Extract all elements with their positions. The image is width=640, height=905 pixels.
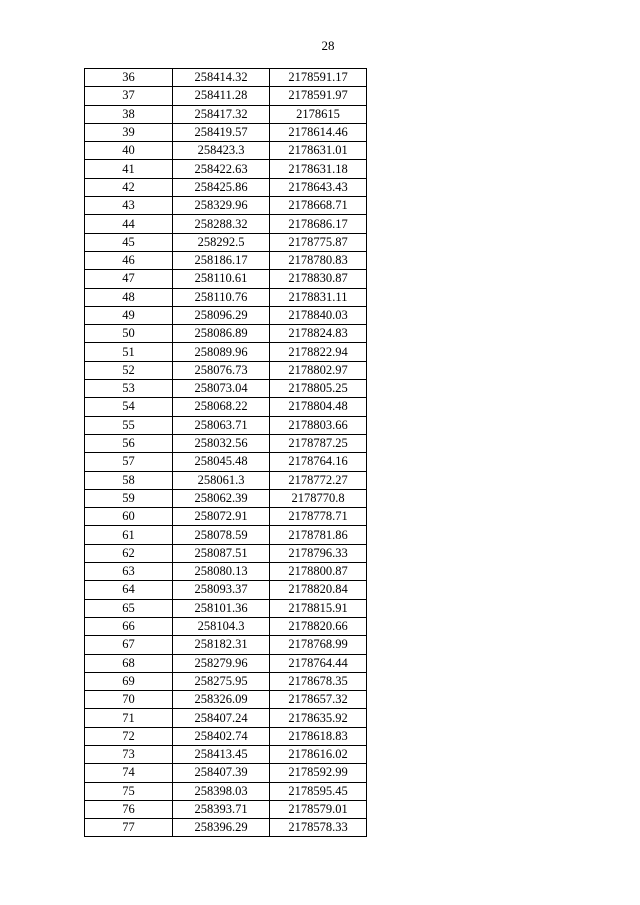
y-coordinate-cell: 2178781.86 [270, 526, 367, 544]
y-coordinate-cell: 2178635.92 [270, 709, 367, 727]
table-row [85, 270, 367, 288]
table-row [85, 416, 367, 434]
point-number-cell: 39 [85, 123, 173, 141]
y-coordinate-cell: 2178618.83 [270, 727, 367, 745]
x-coordinate-cell: 258329.96 [173, 197, 270, 215]
table-row [85, 782, 367, 800]
x-coordinate-cell: 258417.32 [173, 105, 270, 123]
y-coordinate-cell: 2178764.16 [270, 453, 367, 471]
y-coordinate-cell: 2178772.27 [270, 471, 367, 489]
point-number-cell: 49 [85, 306, 173, 324]
x-coordinate-cell: 258087.51 [173, 544, 270, 562]
point-number-cell: 65 [85, 599, 173, 617]
coordinates-table-body [85, 69, 367, 837]
table-row [85, 544, 367, 562]
y-coordinate-cell: 2178804.48 [270, 398, 367, 416]
point-number-cell: 64 [85, 581, 173, 599]
x-coordinate-cell: 258396.29 [173, 819, 270, 837]
table-row [85, 398, 367, 416]
x-coordinate-cell: 258063.71 [173, 416, 270, 434]
table-row [85, 434, 367, 452]
coordinates-table [84, 68, 367, 837]
y-coordinate-cell: 2178822.94 [270, 343, 367, 361]
point-number-cell: 36 [85, 69, 173, 87]
x-coordinate-cell: 258032.56 [173, 434, 270, 452]
x-coordinate-cell: 258068.22 [173, 398, 270, 416]
x-coordinate-cell: 258078.59 [173, 526, 270, 544]
x-coordinate-cell: 258089.96 [173, 343, 270, 361]
table-row [85, 453, 367, 471]
table-row [85, 251, 367, 269]
x-coordinate-cell: 258422.63 [173, 160, 270, 178]
point-number-cell: 70 [85, 691, 173, 709]
x-coordinate-cell: 258411.28 [173, 87, 270, 105]
point-number-cell: 69 [85, 672, 173, 690]
y-coordinate-cell: 2178764.44 [270, 654, 367, 672]
table-row [85, 581, 367, 599]
y-coordinate-cell: 2178591.97 [270, 87, 367, 105]
y-coordinate-cell: 2178831.11 [270, 288, 367, 306]
point-number-cell: 50 [85, 325, 173, 343]
y-coordinate-cell: 2178657.32 [270, 691, 367, 709]
point-number-cell: 61 [85, 526, 173, 544]
point-number-cell: 60 [85, 508, 173, 526]
table-row [85, 489, 367, 507]
y-coordinate-cell: 2178800.87 [270, 563, 367, 581]
y-coordinate-cell: 2178805.25 [270, 380, 367, 398]
y-coordinate-cell: 2178678.35 [270, 672, 367, 690]
table-row [85, 508, 367, 526]
point-number-cell: 59 [85, 489, 173, 507]
y-coordinate-cell: 2178824.83 [270, 325, 367, 343]
x-coordinate-cell: 258279.96 [173, 654, 270, 672]
y-coordinate-cell: 2178643.43 [270, 178, 367, 196]
point-number-cell: 44 [85, 215, 173, 233]
table-row [85, 178, 367, 196]
y-coordinate-cell: 2178780.83 [270, 251, 367, 269]
point-number-cell: 76 [85, 800, 173, 818]
point-number-cell: 56 [85, 434, 173, 452]
table-row [85, 288, 367, 306]
table-row [85, 215, 367, 233]
point-number-cell: 77 [85, 819, 173, 837]
x-coordinate-cell: 258073.04 [173, 380, 270, 398]
x-coordinate-cell: 258423.3 [173, 142, 270, 160]
table-row [85, 526, 367, 544]
x-coordinate-cell: 258096.29 [173, 306, 270, 324]
y-coordinate-cell: 2178796.33 [270, 544, 367, 562]
point-number-cell: 54 [85, 398, 173, 416]
y-coordinate-cell: 2178787.25 [270, 434, 367, 452]
x-coordinate-cell: 258101.36 [173, 599, 270, 617]
point-number-cell: 53 [85, 380, 173, 398]
point-number-cell: 47 [85, 270, 173, 288]
y-coordinate-cell: 2178803.66 [270, 416, 367, 434]
point-number-cell: 67 [85, 636, 173, 654]
x-coordinate-cell: 258425.86 [173, 178, 270, 196]
x-coordinate-cell: 258110.76 [173, 288, 270, 306]
x-coordinate-cell: 258062.39 [173, 489, 270, 507]
y-coordinate-cell: 2178830.87 [270, 270, 367, 288]
table-row [85, 563, 367, 581]
y-coordinate-cell: 2178616.02 [270, 745, 367, 763]
y-coordinate-cell: 2178768.99 [270, 636, 367, 654]
x-coordinate-cell: 258182.31 [173, 636, 270, 654]
table-row [85, 233, 367, 251]
x-coordinate-cell: 258061.3 [173, 471, 270, 489]
point-number-cell: 66 [85, 617, 173, 635]
table-row [85, 636, 367, 654]
point-number-cell: 40 [85, 142, 173, 160]
y-coordinate-cell: 2178840.03 [270, 306, 367, 324]
point-number-cell: 55 [85, 416, 173, 434]
page-number: 28 [321, 38, 335, 53]
point-number-cell: 68 [85, 654, 173, 672]
table-row [85, 325, 367, 343]
x-coordinate-cell: 258419.57 [173, 123, 270, 141]
x-coordinate-cell: 258104.3 [173, 617, 270, 635]
point-number-cell: 58 [85, 471, 173, 489]
x-coordinate-cell: 258275.95 [173, 672, 270, 690]
point-number-cell: 52 [85, 361, 173, 379]
x-coordinate-cell: 258076.73 [173, 361, 270, 379]
x-coordinate-cell: 258393.71 [173, 800, 270, 818]
x-coordinate-cell: 258326.09 [173, 691, 270, 709]
x-coordinate-cell: 258292.5 [173, 233, 270, 251]
table-row [85, 361, 367, 379]
y-coordinate-cell: 2178591.17 [270, 69, 367, 87]
y-coordinate-cell: 2178631.01 [270, 142, 367, 160]
x-coordinate-cell: 258398.03 [173, 782, 270, 800]
point-number-cell: 62 [85, 544, 173, 562]
table-row [85, 306, 367, 324]
x-coordinate-cell: 258186.17 [173, 251, 270, 269]
point-number-cell: 48 [85, 288, 173, 306]
y-coordinate-cell: 2178770.8 [270, 489, 367, 507]
point-number-cell: 45 [85, 233, 173, 251]
table-row [85, 142, 367, 160]
y-coordinate-cell: 2178686.17 [270, 215, 367, 233]
y-coordinate-cell: 2178802.97 [270, 361, 367, 379]
point-number-cell: 42 [85, 178, 173, 196]
table-row [85, 87, 367, 105]
x-coordinate-cell: 258110.61 [173, 270, 270, 288]
x-coordinate-cell: 258402.74 [173, 727, 270, 745]
x-coordinate-cell: 258093.37 [173, 581, 270, 599]
point-number-cell: 46 [85, 251, 173, 269]
table-row [85, 105, 367, 123]
table-row [85, 160, 367, 178]
y-coordinate-cell: 2178778.71 [270, 508, 367, 526]
table-row [85, 123, 367, 141]
y-coordinate-cell: 2178578.33 [270, 819, 367, 837]
x-coordinate-cell: 258080.13 [173, 563, 270, 581]
point-number-cell: 43 [85, 197, 173, 215]
table-row [85, 764, 367, 782]
x-coordinate-cell: 258288.32 [173, 215, 270, 233]
table-row [85, 745, 367, 763]
table-row [85, 617, 367, 635]
table-row [85, 654, 367, 672]
y-coordinate-cell: 2178615 [270, 105, 367, 123]
x-coordinate-cell: 258072.91 [173, 508, 270, 526]
x-coordinate-cell: 258045.48 [173, 453, 270, 471]
point-number-cell: 74 [85, 764, 173, 782]
y-coordinate-cell: 2178668.71 [270, 197, 367, 215]
point-number-cell: 72 [85, 727, 173, 745]
point-number-cell: 51 [85, 343, 173, 361]
y-coordinate-cell: 2178614.46 [270, 123, 367, 141]
y-coordinate-cell: 2178631.18 [270, 160, 367, 178]
point-number-cell: 75 [85, 782, 173, 800]
table-row [85, 69, 367, 87]
point-number-cell: 73 [85, 745, 173, 763]
point-number-cell: 71 [85, 709, 173, 727]
table-row [85, 800, 367, 818]
point-number-cell: 63 [85, 563, 173, 581]
y-coordinate-cell: 2178820.66 [270, 617, 367, 635]
table-row [85, 471, 367, 489]
x-coordinate-cell: 258407.39 [173, 764, 270, 782]
x-coordinate-cell: 258413.45 [173, 745, 270, 763]
table-row [85, 727, 367, 745]
x-coordinate-cell: 258414.32 [173, 69, 270, 87]
table-row [85, 380, 367, 398]
table-row [85, 343, 367, 361]
table-row [85, 672, 367, 690]
table-row [85, 599, 367, 617]
y-coordinate-cell: 2178815.91 [270, 599, 367, 617]
y-coordinate-cell: 2178595.45 [270, 782, 367, 800]
table-row [85, 197, 367, 215]
x-coordinate-cell: 258407.24 [173, 709, 270, 727]
y-coordinate-cell: 2178820.84 [270, 581, 367, 599]
point-number-cell: 57 [85, 453, 173, 471]
y-coordinate-cell: 2178579.01 [270, 800, 367, 818]
point-number-cell: 41 [85, 160, 173, 178]
point-number-cell: 37 [85, 87, 173, 105]
point-number-cell: 38 [85, 105, 173, 123]
y-coordinate-cell: 2178775.87 [270, 233, 367, 251]
table-row [85, 709, 367, 727]
table-row [85, 819, 367, 837]
table-row [85, 691, 367, 709]
x-coordinate-cell: 258086.89 [173, 325, 270, 343]
y-coordinate-cell: 2178592.99 [270, 764, 367, 782]
